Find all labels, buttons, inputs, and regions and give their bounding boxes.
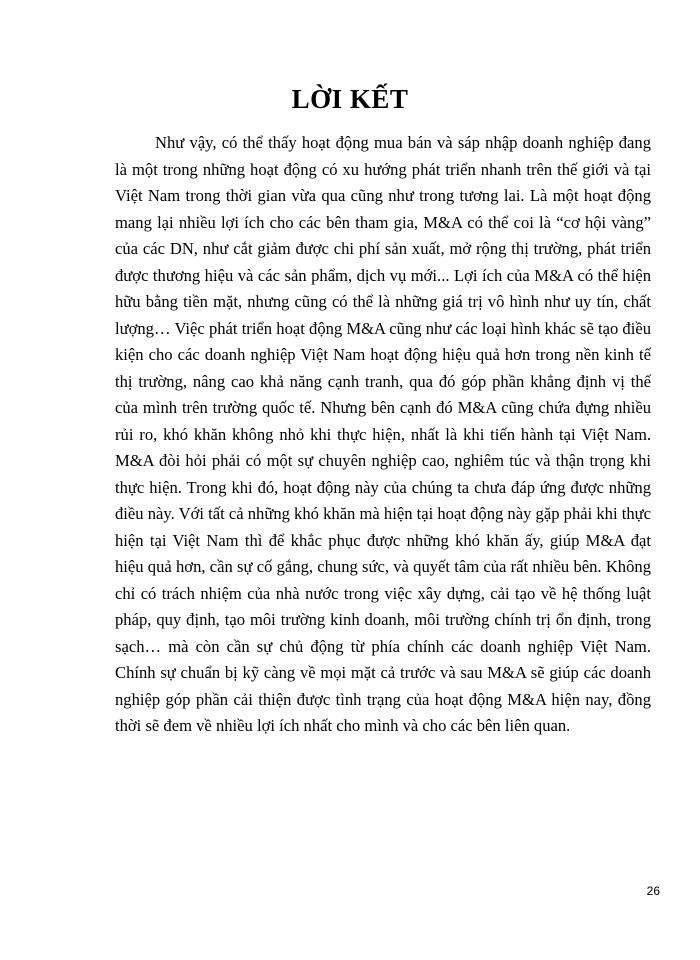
body-paragraph: Như vậy, có thể thấy hoạt động mua bán và sáp nhập doanh nghiệp đang là một trong những hoạt động có xu hướng phát triển nhanh trên thế giới và tại Việt Nam trong thời gian vừa qua cũng như trong tương lai. Là một hoạt động mang lại nhiều lợi ích cho các bên tham gia, M&A có thể coi là “cơ hội vàng” của các DN, như cắt giảm được chi phí sản xuất, mở rộng thị trường, phát triển được thương hiệu và các sản phẩm, dịch vụ mới... Lợi ích của M&A có thể hiện hữu bằng tiền mặt, nhưng cũng có thể là những giá trị vô hình như uy tín, chất lượng… Việc phát triển hoạt động M&A cũng như các loại hình khác sẽ tạo điều kiện cho các doanh nghiệp Việt Nam hoạt động hiệu quả hơn trong nền kinh tế thị trường, nâng cao khả năng cạnh tranh, qua đó góp phần khẳng định vị thế của mình trên trường quốc tế. Nhưng bên cạnh đó M&A cũng chứa đựng nhiều rủi ro, khó khăn không nhỏ khi thực hiện, nhất là khi tiến hành tại Việt Nam. M&A đòi hỏi phải có một sự chuyên nghiệp cao, nghiêm túc và thận trọng khi thực hiện. Trong khi đó, hoạt động này của chúng ta chưa đáp ứng được những điều này. Với tất cả những khó khăn mà hiện tại hoạt động này gặp phải khi thực hiện tại Việt Nam thì để khắc phục được những khó khăn ấy, giúp M&A đạt hiệu quả hơn, cần sự cố gắng, chung sức, và quyết tâm của rất nhiều bên. Không chỉ có trách nhiệm của nhà nước trong việc xây dựng, cải tạo về hệ thống luật pháp, quy định, tạo môi trường kinh doanh, môi trường chính trị ổn định, trong sạch… mà còn cần sự chủ động từ phía chính các doanh nghiệp Việt Nam. Chính sự chuẩn bị kỹ càng về mọi mặt cả trước và sau M&A sẽ giúp các doanh nghiệp góp phần cải thiện được tình trạng của hoạt động M&A hiện nay, đồng thời sẽ đem về nhiều lợi ích nhất cho mình và cho các bên liên quan. — [115, 133, 651, 735]
page-number: 26 — [646, 884, 660, 898]
page-title: LỜI KẾT — [291, 84, 409, 114]
